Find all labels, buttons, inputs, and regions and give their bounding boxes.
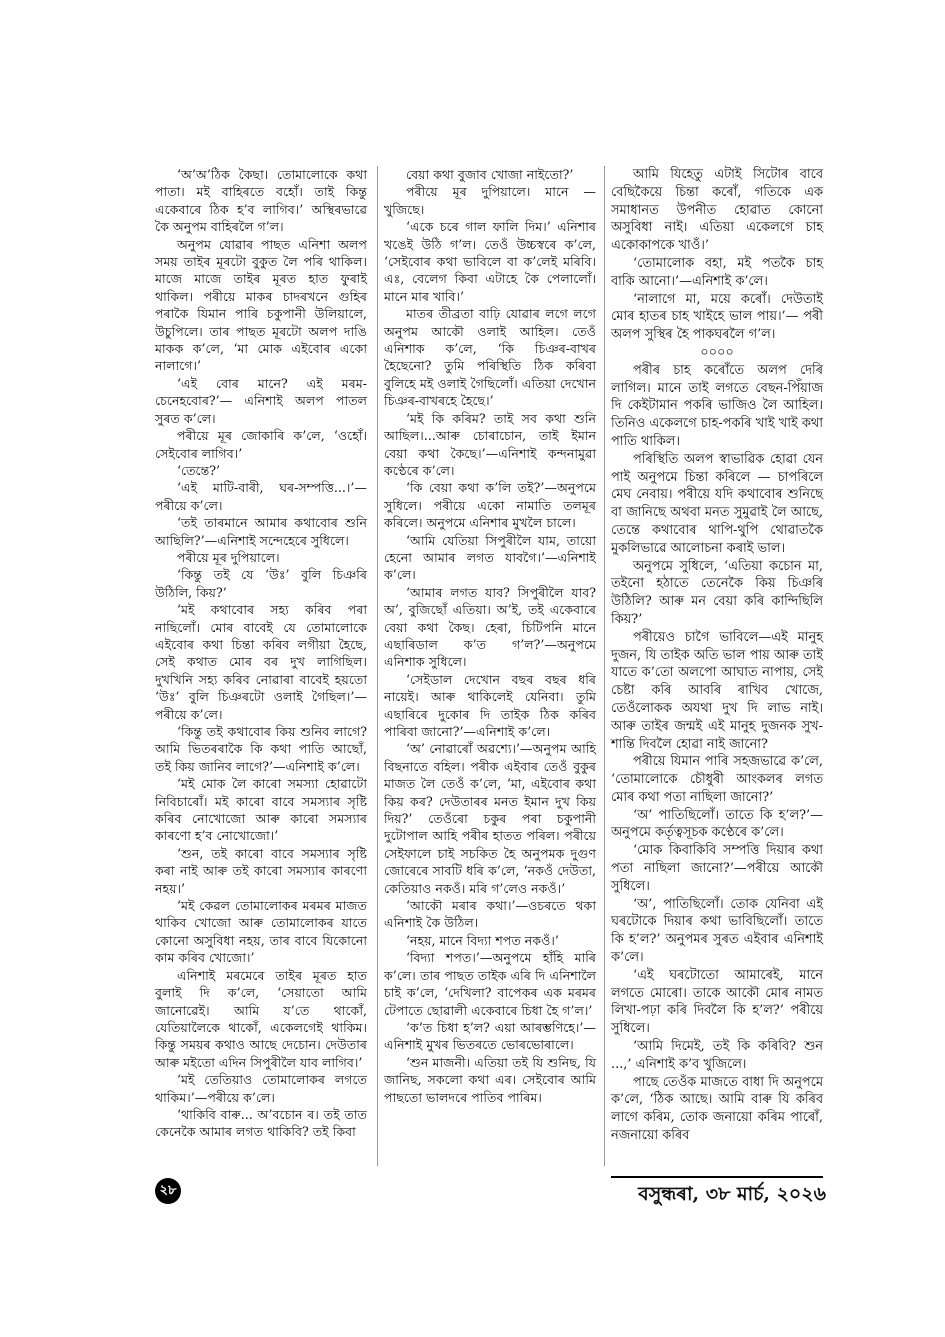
paragraph: ‘আমাৰ লগত যাব? সিপুৰীলৈ যাব? অ’, বুজিছোঁ এতিয়া। অ’ই, তই একেবাৰে বেয়া কথা কৈছ। হেৰা, চিটিপনি মানে এছাৰিডাল ক’ত গ’ল?’—অনুপমে এনিশাক সুধিলে। bbox=[384, 584, 596, 670]
paragraph: ‘নালাগে মা, ময়ে কৰোঁ। দেউতাই মোৰ হাতৰ চাহ খাইহে ভাল পায়।’— পৰী অলপ সুস্থিৰ হৈ পাকঘৰলৈ গ’ল। bbox=[611, 291, 823, 343]
paragraph: ‘সেইডাল দেখোন বছৰ বছৰ ধৰি নায়েই। আৰু থাকিলেই যেনিবা। তুমি এছাৰিৰে দুকোৰ দি তাইক ঠিক কৰিব পাৰিবা জানো?’—এনিশাই ক’লে। bbox=[384, 671, 596, 739]
paragraph: ‘শুন মাজনী। এতিয়া তই যি শুনিছ, যি জানিছ, সকলো কথা এৰ। সেইবোৰ আমি পাছতো ভালদৰে পাতিব পাৰিম। bbox=[384, 1054, 596, 1105]
paragraph: এনিশাই মৰমেৰে তাইৰ মূৰত হাত বুলাই দি ক’লে, ‘সেয়াতো আমি জানোৱেই। আমি য’তে থাকোঁ, যেতিয়ালৈকে থাকোঁ, একেলগেই থাকিম। কিন্তু সময়ৰ কথাও আছে দেচোন। দেউতাৰ আৰু মইতো এদিন সিপুৰীলৈ যাব লাগিব।’ bbox=[155, 967, 367, 1070]
text-column-1 bbox=[155, 166, 367, 1141]
paragraph: ‘ক’ত চিধা হ’ল? এয়া আৰম্ভণিহে।’— এনিশাই মুখৰ ভিতৰতে ভোৰভোৰালে। bbox=[384, 1019, 596, 1053]
paragraph: ‘কিন্তু তই কথাবোৰ কিয় শুনিব লাগে? আমি ভিতৰৰাকৈ কি কথা পাতি আছোঁ, তই কিয় জানিব লাগে?’—এনিশাই ক’লে। bbox=[155, 724, 367, 774]
footer-masthead: বসুন্ধৰা, ৩৮ মাৰ্চ, ২০২৬ bbox=[638, 1183, 826, 1205]
paragraph: অনুপমে সুধিলে, ‘এতিয়া কচোন মা, তইনো হঠাতে তেনেকৈ কিয় চিঞৰি উঠিলি? আৰু মন বেয়া কৰি কান্দিছিলি কিয়?’ bbox=[611, 558, 823, 627]
paragraph: পৰীয়েও চাগৈ ভাবিলে—এই মানুহ দুজন, যি তাইক অতি ভাল পায় আৰু তাই যাতে ক’তো অলপো আঘাত নাপায়, সেই চেষ্টা কৰি আবৰি ৰাখিব খোজে, তেওঁলোকক অযথা দুখ দি লাভ নাই। আৰু তাইৰ জন্মই এই মানুহ দুজনক সুখ-শান্তি দিবলৈ হোৱা নাই জানো? bbox=[611, 629, 823, 752]
paragraph: পৰীয়ে মূৰ দুপিয়ালে। bbox=[177, 549, 280, 565]
paragraph: ‘মোক কিবাকিবি সম্পত্তি দিয়াৰ কথা পতা নাছিলা জানো?’—পৰীয়ে আকৌ সুধিলে। bbox=[611, 843, 823, 894]
paragraph: আমি যিহেতু এটাই সিটোৰ বাবে বেছিকৈয়ে চিন্তা কৰোঁ, গতিকে এক সমাধানত উপনীত হোৱাত কোনো অসুবিধা নাই। এতিয়া একেলগে চাহ একোকাপকে খাওঁ।’ bbox=[611, 167, 823, 254]
paragraph: ‘অ’ পাতিছিলোঁ। তাতে কি হ’ল?’— অনুপমে কৰ্তৃত্বসূচক কণ্ঠেৰে ক’লে। bbox=[611, 807, 823, 841]
text-column-3 bbox=[611, 166, 823, 1145]
page-number-badge bbox=[155, 1178, 181, 1204]
paragraph: ‘কি বেয়া কথা ক’লি তই?’—অনুপমে সুধিলে। পৰীয়ে একো নামাতি তলমূৰ কৰিলে। অনুপমে এনিশাৰ মুখলৈ চালে। bbox=[384, 480, 596, 531]
page-number: ২৮ bbox=[159, 1182, 177, 1198]
paragraph: ০০০০ bbox=[700, 344, 734, 360]
paragraph: ‘থাকিবি বাৰু... অ’বচোন ৰ। তই তাত কেনেকৈ আমাৰ লগত থাকিবি? তই কিবা bbox=[155, 1106, 367, 1140]
paragraph: পৰীয়ে যিমান পাৰি সহজভাৱে ক’লে, ‘তোমালোকে চৌধুৰী আংকলৰ লগত মোৰ কথা পতা নাছিলা জানো?’ bbox=[611, 754, 823, 805]
paragraph: ‘মই কেৱল তোমালোকৰ মৰমৰ মাজত থাকিব খোজো আৰু তোমালোকৰ যাতে কোনো অসুবিধা নহয়, তাৰ বাবে যিকোনো কাম কৰিব খোজো।’ bbox=[155, 898, 367, 966]
paragraph: ‘এই মাটি-বাৰী, ঘৰ-সম্পত্তি...।’— পৰীয়ে ক’লে। bbox=[155, 480, 367, 513]
column-rule bbox=[604, 166, 605, 1166]
paragraph: ‘অ’ নোৱাৰোঁ অৱশ্যে।’—অনুপম আহি বিছনাতে বহিল। পৰীক এইবাৰ তেওঁ বুকুৰ মাজত লৈ তেওঁ ক’লে, ‘মা, এইবোৰ কথা কিয় কৰ? দেউতাৰৰ মনত ইমান দুখ কিয় দিয়?’ তেওঁৰো চকুৰ পৰা চকুপানী দুটোপাল আহি পৰীৰ হাতত পৰিল। পৰীয়ে সেইফালে চাই সচকিত হৈ অনুপমক দুগুণ জোৰেৰে সাবটি ধৰি ক’লে, ‘নকওঁ দেউতা, কেতিয়াও নকওঁ। মৰি গ’লেও নকওঁ।’ bbox=[384, 741, 596, 896]
paragraph: ‘মই মোক লৈ কাৰো সমস্যা হোৱাটো নিবিচাৰোঁ। মই কাৰো বাবে সমস্যাৰ সৃষ্টি কৰিব নোখোজো আৰু কাৰো সমস্যাৰ কাৰণো হ’ব নোখোজো।’ bbox=[155, 776, 367, 844]
paragraph: ‘অ’অ’ঠিক কৈছা। তোমালোকে কথা পাতা। মই বাহিৰতে বহোঁ। তাই কিন্তু একেবাৰে ঠিক হ’ব লাগিব।’ অস্থিৰভাৱে কৈ অনুপম বাহিৰলৈ গ’ল। bbox=[155, 167, 367, 235]
paragraph: ‘কিন্তু তই যে ‘উঃ’ বুলি চিঞৰি উঠিলি, কিয়?’ bbox=[155, 567, 367, 600]
paragraph: পৰীৰ চাহ কৰোঁতে অলপ দেৰি লাগিল। মানে তাই লগতে বেছন-পিঁয়াজ দি কেইটামান পকৰি ভাজিও লৈ আহিল। তিনিও একেলগে চাহ-পকৰি খাই খাই কথা পাতি থাকিল। bbox=[611, 362, 823, 449]
paragraph: ‘শুন, তই কাৰো বাবে সমস্যাৰ সৃষ্টি কৰা নাই আৰু তই কাৰো সমস্যাৰ কাৰণো নহয়।’ bbox=[155, 845, 367, 896]
paragraph: ‘বিদ্যা শপত।’—অনুপমে হাঁহি মাৰি ক’লে। তাৰ পাছত তাইক এৰি দি এনিশালৈ চাই ক’লে, ‘দেখিলা? বাপেকৰ এক মৰমৰ টেপাতে ছোৱালী একেবাৰে চিধা হৈ গ’ল।’ bbox=[384, 950, 596, 1018]
paragraph: ‘তেন্তে?’ bbox=[177, 462, 221, 478]
paragraph: পাছে তেওঁক মাজতে বাধা দি অনুপমে ক’লে, ‘ঠিক আছে। আমি বাৰু যি কৰিব লাগে কৰিম, তোক জনায়ো কৰিম পাৰোঁ, নজনায়ো কৰিব bbox=[611, 1074, 823, 1144]
paragraph: মাতৰ তীব্ৰতা বাঢ়ি যোৱাৰ লগে লগে অনুপম আকৌ ওলাই আহিল। তেওঁ এনিশাক ক’লে, ‘কি চিঞৰ-বাখৰ হৈছেনো? তুমি পৰিস্থিতি ঠিক কৰিবা বুলিহে মই ওলাই গৈছিলোঁ। এতিয়া দেখোন চিঞৰ-বাখৰহে হৈছে।’ bbox=[384, 306, 596, 409]
paragraph: পৰিস্থিতি অলপ স্বাভাৱিক হোৱা যেন পাই অনুপমে চিন্তা কৰিলে — চাপৰিলে মেঘ নেবায়। পৰীয়ে যদি কথাবোৰ শুনিছে বা জানিছে অথবা মনত সুমুৱাই লৈ আছে, তেন্তে কথাবোৰ থাপি-থুপি থোৱাতকৈ মুকলিভাৱে আলোচনা কৰাই ভাল। bbox=[611, 451, 823, 556]
paragraph: পৰীয়ে মূৰ দুপিয়ালে। মানে — খুজিছে। bbox=[384, 184, 596, 217]
paragraph: ‘আমি যেতিয়া সিপুৰীলৈ যাম, তায়ো হেনো আমাৰ লগত যাবগৈ।’—এনিশাই ক’লে। bbox=[384, 532, 596, 583]
paragraph: ‘নহয়, মানে বিদ্যা শপত নকওঁ।’ bbox=[406, 932, 559, 948]
column-rule bbox=[377, 166, 378, 1166]
paragraph: ‘অ’, পাতিছিলোঁ। তোক যেনিবা এই ঘৰটোকে দিয়াৰ কথা ভাবিছিলোঁ। তাতে কি হ’ল?’ অনুপমৰ সুৰত এইবাৰ এনিশাই ক’লে। bbox=[611, 896, 823, 966]
paragraph: ‘মই কি কৰিম? তাই সব কথা শুনি আছিল।...আৰু চোৰাচোন, তাই ইমান বেয়া কথা কৈছে।’—এনিশাই কন্দনামুৱা কণ্ঠেৰে ক’লে। bbox=[384, 410, 596, 478]
paragraph: বেয়া কথা বুজাব খোজা নাইতো?’ bbox=[406, 167, 574, 182]
paragraph: ‘এই ঘৰটোতো আমাৰেই, মানে লগতে মোৰো। তাকে আকৌ মোৰ নামত লিখা-পঢ়া কৰি দিবলৈ কি হ’ল?’ পৰীয়ে সুধিলে। bbox=[611, 967, 823, 1037]
text-column-2 bbox=[384, 166, 596, 1106]
paragraph: ‘তই তাৰমানে আমাৰ কথাবোৰ শুনি আছিলি?’—এনিশাই সন্দেহেৰে সুধিলে। bbox=[155, 515, 367, 548]
paragraph: পৰীয়ে মূৰ জোকাৰি ক’লে, ‘ওহোঁ। সেইবোৰ লাগিব।’ bbox=[155, 428, 367, 461]
paragraph: ‘এই বোৰ মানে? এই মৰম-চেনেহবোৰ?’— এনিশাই অলপ পাতল সুৰত ক’লে। bbox=[155, 375, 367, 426]
footer-rule bbox=[611, 1176, 823, 1178]
paragraph: ‘তোমালোক বহা, মই পতকৈ চাহ বাকি আনো।’—এনিশাই ক’লে। bbox=[611, 255, 823, 289]
paragraph: ‘মই তেতিয়াও তোমালোকৰ লগতে থাকিম।’—পৰীয়ে ক’লে। bbox=[155, 1072, 367, 1105]
paragraph: ‘আকৌ মৰাৰ কথা।’—ওচৰতে থকা এনিশাই কৈ উঠিল। bbox=[384, 898, 596, 931]
paragraph: ‘একে চৰে গাল ফালি দিম।’ এনিশাৰ খঙেই উঠি গ’ল। তেওঁ উচ্চস্বৰে ক’লে, ‘সেইবোৰ কথা ভাবিলে বা ক’লেই মৰিবি। এঃ, বেলেগ কিবা এটাহে কৈ পেলালোঁ। মানে মাৰ খাবি।’ bbox=[384, 219, 596, 304]
paragraph: ‘মই কথাবোৰ সহ্য কৰিব পৰা নাছিলোঁ। মোৰ বাবেই যে তোমালোকে এইবোৰ কথা চিন্তা কৰিব লগীয়া হৈছে, সেই কথাত মোৰ বৰ দুখ লাগিছিল। দুখখিনি সহ্য কৰিব নোৱাৰা বাবেই হয়তো ‘উঃ’ বুলি চিঞৰটো ওলাই গৈছিল।’— পৰীয়ে ক’লে। bbox=[155, 602, 367, 722]
paragraph: অনুপম যোৱাৰ পাছত এনিশা অলপ সময় তাইৰ মূৰটো বুকুত লৈ পৰি থাকিল। মাজে মাজে তাইৰ মূৰত হাত ফুৰাই থাকিল। পৰীয়ে মাকৰ চাদৰখনে গুহিৰ পৰাকৈ যিমান পাৰি চকুপানী উলিয়ালে, উচুপিলে। তাৰ পাছত মূৰটো অলপ দাঙি মাকক ক’লে, ‘মা মোক এইবোৰ একো নালাগে।’ bbox=[155, 236, 367, 374]
paragraph: ‘আমি দিমেই, তই কি কৰিবি? শুন ...,’ এনিশাই ক’ব খুজিলে। bbox=[611, 1039, 823, 1072]
